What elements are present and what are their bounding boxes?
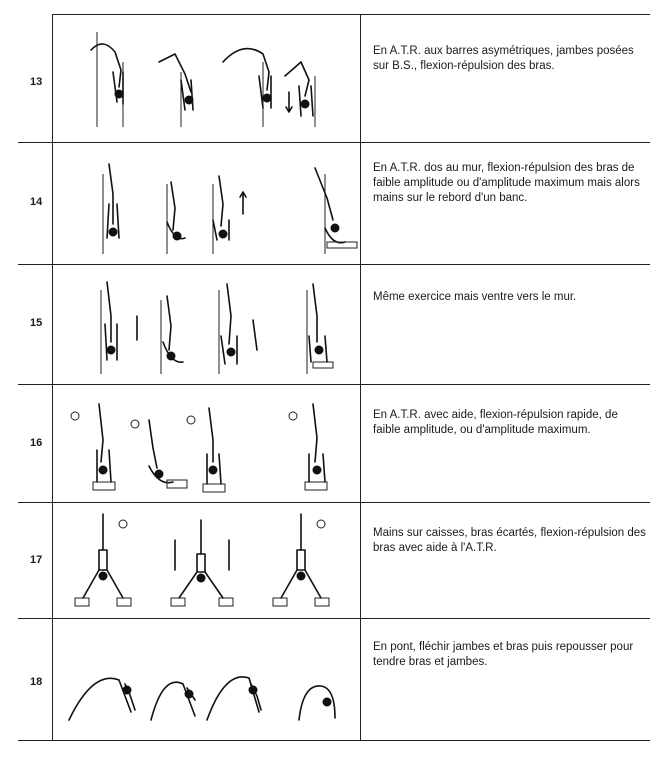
exercise-description: En pont, fléchir jambes et bras puis repousser pour tendre bras et jambes. xyxy=(373,641,634,668)
gymnast-figure xyxy=(167,182,185,254)
exercise-description: En A.T.R. aux barres asymétriques, jambes posées sur B.S., flexion-répulsion des bras. xyxy=(373,45,634,72)
exercise-illustration-13 xyxy=(63,32,363,132)
gymnast-figure xyxy=(289,404,327,490)
gymnast-figure xyxy=(101,282,137,374)
column-divider xyxy=(52,14,53,740)
exercise-illustration-15 xyxy=(63,276,363,378)
gymnast-figure xyxy=(75,514,131,606)
row-divider xyxy=(52,14,650,15)
exercise-number: 15 xyxy=(30,317,43,329)
row-divider xyxy=(18,142,650,143)
exercise-illustration-17 xyxy=(63,510,363,614)
gymnast-figure xyxy=(159,54,193,127)
row-divider xyxy=(18,618,650,619)
gymnast-figure xyxy=(131,420,187,488)
row-divider xyxy=(18,740,650,741)
exercise-description: Même exercice mais ventre vers le mur. xyxy=(373,291,577,303)
exercise-description: Mains sur caisses, bras écartés, flexion-répulsion des bras avec aide à l'A.T.R. xyxy=(373,527,646,554)
exercise-description: En A.T.R. dos au mur, flexion-répulsion des bras de faible amplitude ou d'amplitude maximum mais alors mains sur le rebord d'un banc. xyxy=(373,162,640,204)
gymnast-figure xyxy=(273,514,329,606)
exercise-illustration-16 xyxy=(63,394,363,498)
gymnast-figure xyxy=(307,284,333,374)
exercise-illustration-14 xyxy=(63,154,363,258)
gymnast-figure xyxy=(161,296,183,374)
gymnast-figure xyxy=(299,686,335,720)
gymnast-figure xyxy=(207,677,261,720)
gymnast-figure xyxy=(213,176,246,254)
exercise-number: 14 xyxy=(30,196,43,208)
gymnast-figure xyxy=(91,32,123,127)
gymnast-figure xyxy=(71,404,115,490)
exercise-number: 18 xyxy=(30,676,43,688)
gymnast-figure xyxy=(151,682,195,720)
gymnast-figure xyxy=(171,520,233,606)
gymnast-figure xyxy=(285,62,315,127)
gymnast-figure xyxy=(103,164,119,254)
row-divider xyxy=(18,502,650,503)
gymnast-figure xyxy=(69,678,135,720)
gymnast-figure xyxy=(315,168,357,254)
gymnast-figure xyxy=(187,408,225,492)
exercise-number: 17 xyxy=(30,554,43,566)
row-divider xyxy=(18,264,650,265)
exercise-table xyxy=(18,14,650,744)
exercise-illustration-18 xyxy=(63,650,363,734)
exercise-number: 16 xyxy=(30,437,43,449)
gymnast-figure xyxy=(219,284,257,374)
row-divider xyxy=(18,384,650,385)
exercise-description: En A.T.R. avec aide, flexion-répulsion rapide, de faible amplitude, ou d'amplitude maximum. xyxy=(373,409,618,436)
exercise-number: 13 xyxy=(30,76,43,88)
gymnast-figure xyxy=(223,49,271,127)
